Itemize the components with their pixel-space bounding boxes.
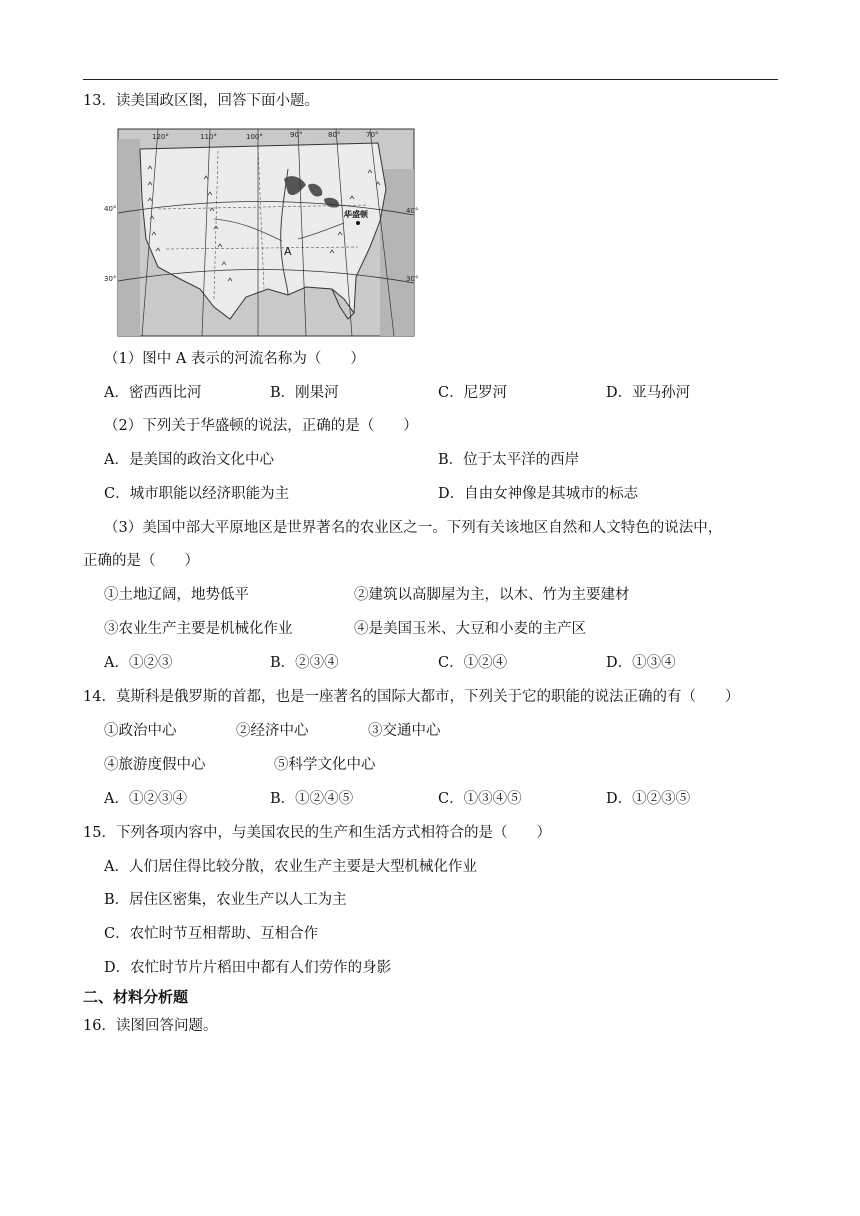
lat-label-40-right: 40° — [406, 207, 419, 215]
q15-option-a[interactable]: A．人们居住得比较分散，农业生产主要是大型机械化作业 — [104, 859, 477, 875]
q13-sub3-item-4: ④是美国玉米、大豆和小麦的主产区 — [354, 621, 586, 637]
q14-option-b[interactable]: B．①②④⑤ — [270, 791, 354, 807]
q15-stem: 15．下列各项内容中，与美国农民的生产和生活方式相符合的是（ ） — [83, 825, 551, 841]
q13-sub3-option-a[interactable]: A．①②③ — [104, 655, 173, 671]
map-label-a: A — [284, 245, 292, 258]
q13-sub2-option-c[interactable]: C．城市职能以经济职能为主 — [104, 486, 290, 502]
q16-stem: 16．读图回答问题。 — [83, 1018, 218, 1034]
q13-stem: 13．读美国政区图，回答下面小题。 — [83, 93, 319, 109]
q13-sub1-stem: （1）图中 A 表示的河流名称为（ ） — [104, 351, 365, 367]
section-title: 二、材料分析题 — [83, 988, 189, 1006]
q13-sub3-item-2: ②建筑以高脚屋为主，以木、竹为主要建材 — [354, 587, 630, 603]
q13-sub2-option-d[interactable]: D．自由女神像是其城市的标志 — [438, 486, 639, 502]
q13-sub1-option-d[interactable]: D．亚马孙河 — [606, 385, 691, 401]
map-label-washington: 华盛顿 — [344, 210, 368, 219]
q15-option-d[interactable]: D．农忙时节片片稻田中都有人们劳作的身影 — [104, 960, 392, 976]
q13-sub2-option-b[interactable]: B．位于太平洋的西岸 — [438, 452, 580, 468]
q13-sub1-option-a[interactable]: A．密西西比河 — [104, 385, 202, 401]
q14-item-5: ⑤科学文化中心 — [274, 757, 376, 773]
q13-sub3-item-3: ③农业生产主要是机械化作业 — [104, 621, 293, 637]
q14-item-4: ④旅游度假中心 — [104, 757, 206, 773]
q13-sub2-option-a[interactable]: A．是美国的政治文化中心 — [104, 452, 274, 468]
q15-option-b[interactable]: B．居住区密集，农业生产以人工为主 — [104, 892, 347, 908]
q13-sub3-option-d[interactable]: D．①③④ — [606, 655, 676, 671]
lon-label-120: 120° — [152, 133, 169, 141]
q14-item-1: ①政治中心 — [104, 723, 177, 739]
q14-option-d[interactable]: D．①②③⑤ — [606, 791, 691, 807]
lon-label-110: 110° — [200, 133, 217, 141]
usa-map — [104, 129, 419, 336]
lon-label-100: 100° — [246, 133, 263, 141]
q13-sub1-option-b[interactable]: B．刚果河 — [270, 385, 339, 401]
q15-option-c[interactable]: C．农忙时节互相帮助、互相合作 — [104, 926, 319, 942]
lon-label-70: 70° — [366, 131, 379, 139]
q13-sub2-stem: （2）下列关于华盛顿的说法，正确的是（ ） — [104, 418, 418, 434]
q13-sub1-option-c[interactable]: C．尼罗河 — [438, 385, 508, 401]
q13-sub3-stem-line2: 正确的是（ ） — [83, 553, 199, 569]
lat-label-30-right: 30° — [406, 275, 419, 283]
q14-stem: 14．莫斯科是俄罗斯的首都，也是一座著名的国际大都市，下列关于它的职能的说法正确的有（ ） — [83, 689, 740, 705]
q14-option-a[interactable]: A．①②③④ — [104, 791, 187, 807]
lat-label-40: 40° — [104, 205, 117, 213]
q13-sub3-stem-line1: （3）美国中部大平原地区是世界著名的农业区之一。下列有关该地区自然和人文特色的说法中， — [104, 520, 723, 536]
q14-option-c[interactable]: C．①③④⑤ — [438, 791, 522, 807]
lon-label-80: 80° — [328, 131, 341, 139]
header-rule — [83, 79, 778, 80]
q13-sub3-item-1: ①土地辽阔，地势低平 — [104, 587, 249, 603]
lat-label-30: 30° — [104, 275, 117, 283]
q14-item-2: ②经济中心 — [236, 723, 309, 739]
lon-label-90: 90° — [290, 131, 303, 139]
q13-sub3-option-b[interactable]: B．②③④ — [270, 655, 339, 671]
q14-item-3: ③交通中心 — [368, 723, 441, 739]
q13-sub3-option-c[interactable]: C．①②④ — [438, 655, 508, 671]
